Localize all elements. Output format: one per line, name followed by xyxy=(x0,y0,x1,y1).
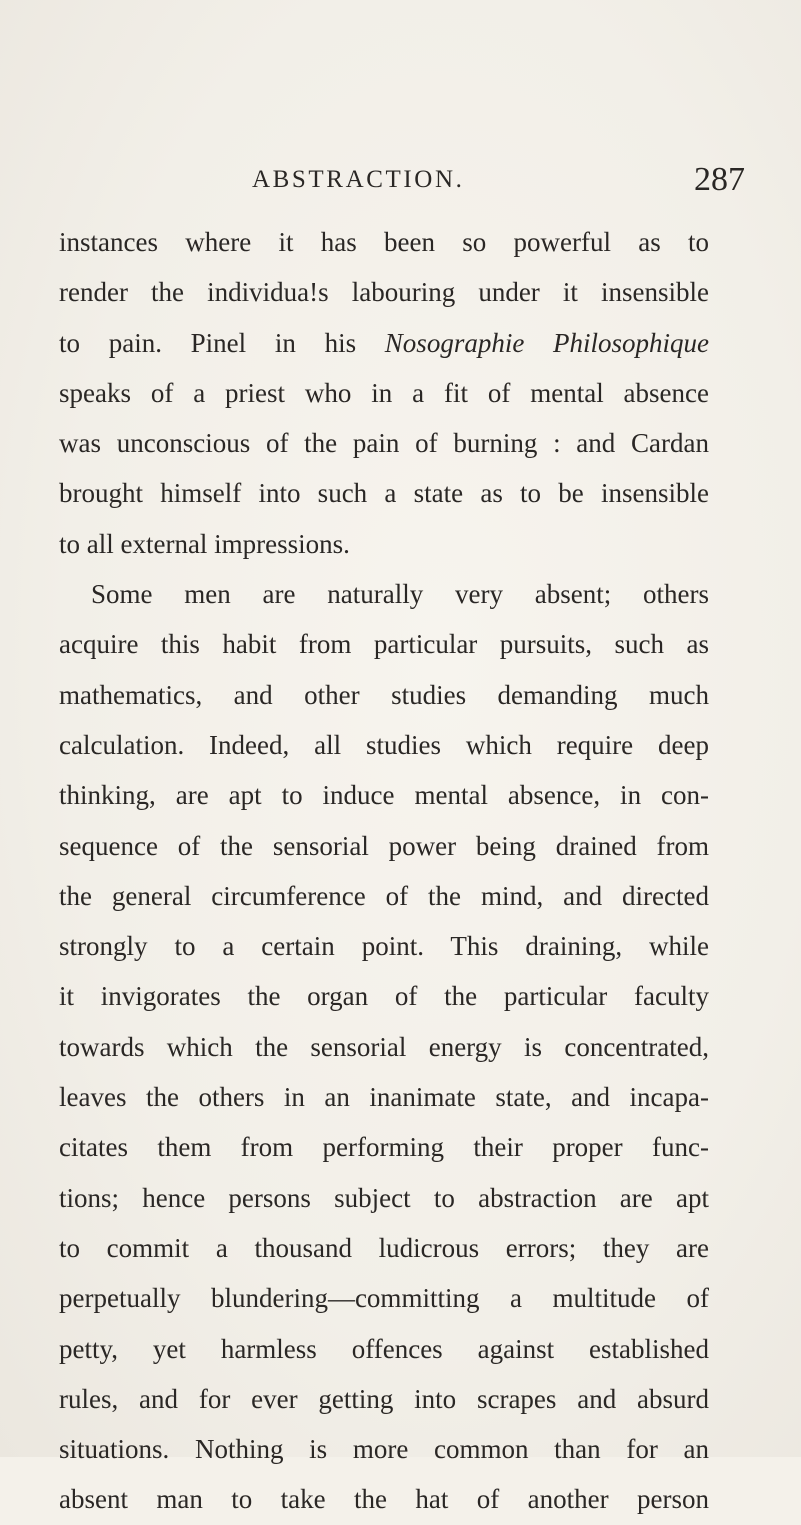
text-line: perpetually blundering—committing a multitude of xyxy=(59,1283,709,1314)
text-line: sequence of the sensorial power being drained from xyxy=(59,830,709,861)
text-line: citates them from performing their proper func- xyxy=(59,1132,709,1163)
text-line: leaves the others in an inanimate state, and incapa- xyxy=(59,1082,709,1113)
text-line: situations. Nothing is more common than for an xyxy=(59,1434,709,1465)
text-line: to commit a thousand ludicrous errors; they are xyxy=(59,1232,709,1263)
italic-book-title: Nosographie Philosophique xyxy=(384,327,710,358)
text-line: brought himself into such a state as to be insensible xyxy=(59,478,709,509)
text-line: calculation. Indeed, all studies which require deep xyxy=(59,729,709,760)
text-line: was unconscious of the pain of burning : and Cardan xyxy=(59,428,709,459)
text-line: speaks of a priest who in a fit of mental absence xyxy=(59,377,709,408)
text-line: acquire this habit from particular pursuits, such as xyxy=(59,629,709,660)
text-line: thinking, are apt to induce mental absence, in con- xyxy=(59,780,709,811)
text-line: petty, yet harmless offences against established xyxy=(59,1333,709,1364)
text-line: instances where it has been so powerful as to xyxy=(59,227,709,257)
text-line: rules, and for ever getting into scrapes and absurd xyxy=(59,1383,709,1414)
text-fragment: to pain. Pinel in his xyxy=(59,327,385,358)
page-number: 287 xyxy=(694,161,745,198)
text-line: mathematics, and other studies demanding much xyxy=(59,679,709,710)
text-line: it invigorates the organ of the particular faculty xyxy=(59,981,709,1012)
text-line xyxy=(59,318,709,368)
text-line: strongly to a certain point. This draining, while xyxy=(59,931,709,962)
page-header xyxy=(0,160,801,200)
text-line: tions; hence persons subject to abstraction are apt xyxy=(59,1182,709,1213)
body-text xyxy=(59,217,709,1525)
text-line: absent man to take the hat of another person xyxy=(59,1484,709,1515)
text-line: render the individua!s labouring under it insensible xyxy=(59,277,709,308)
text-line: towards which the sensorial energy is concentrated, xyxy=(59,1031,709,1062)
paragraph-start-line: Some men are naturally very absent; others xyxy=(91,579,709,610)
text-line: the general circumference of the mind, and directed xyxy=(59,880,709,911)
running-title: ABSTRACTION. xyxy=(252,166,465,193)
text-line: to all external impressions. xyxy=(59,528,350,559)
